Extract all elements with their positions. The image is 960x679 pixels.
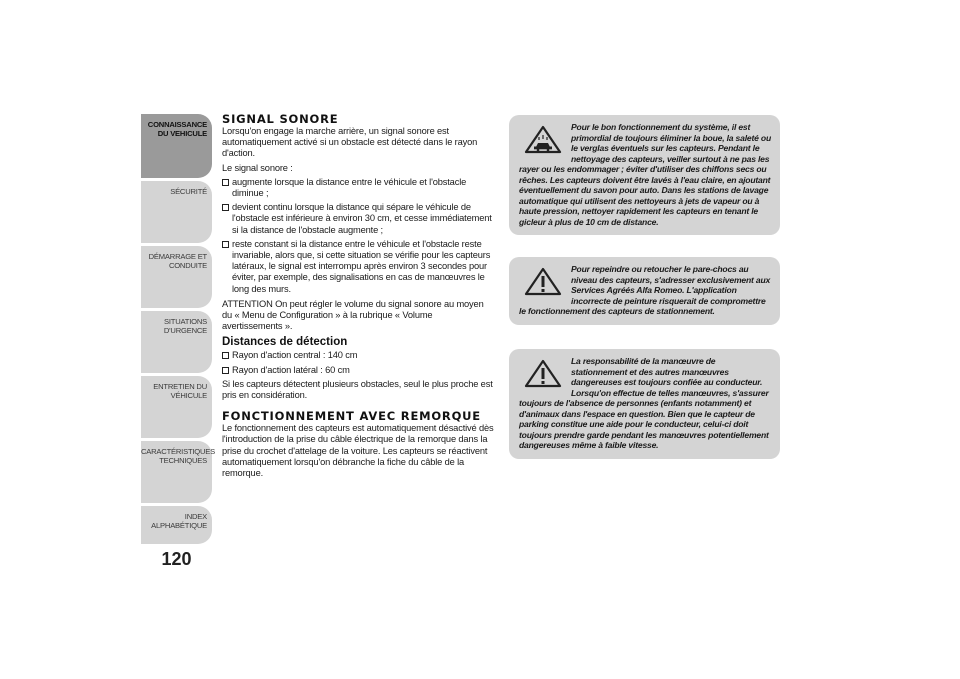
section-title-remorque: FONCTIONNEMENT AVEC REMORQUE (222, 409, 481, 424)
subsection-title-distances: Distances de détection (222, 336, 348, 349)
list-item (222, 239, 494, 295)
tab-securite[interactable]: SÉCURITÉ (141, 181, 212, 243)
attention-note: ATTENTION On peut régler le volume du signal sonore au moyen du « Menu de Configuration » à la rubrique « Volume avertissements ». (222, 298, 484, 332)
checkbox-bullet-icon (222, 179, 229, 186)
list-item-text: Rayon d'action latéral : 60 cm (232, 364, 350, 375)
list-item-text: Rayon d'action central : 140 cm (232, 350, 358, 361)
warning-triangle-icon (523, 358, 563, 388)
list-item-text: reste constant si la distance entre le véhicule et l'obstacle reste invariable, alors que, si cette situation se vérifie pour les capteurs latéraux, le signal est interrompu après environ 3 secondes pour éviter, par exemple, des signalisations en cas de manœuvres le long des murs. (232, 238, 491, 294)
list-item (222, 350, 494, 361)
trailer-text: Le fonctionnement des capteurs est automatiquement désactivé dès l'introduction de la prise du câble électrique de la remorque dans la prise du crochet d'attelage de la voiture. Les capteurs se réactivent automatiquement lorsqu'on débranche la fiche du câble de la remorque. (222, 423, 494, 479)
page-number: 120 (161, 549, 192, 569)
tab-caracteristiques-techniques[interactable]: CARACTÉRISTIQUES TECHNIQUES (141, 441, 212, 503)
warning-box-paint (509, 257, 780, 325)
checkbox-bullet-icon (222, 352, 229, 359)
tab-index-alphabetique[interactable]: INDEX ALPHABÉTIQUE (141, 506, 212, 544)
warning-text: Pour le bon fonctionnement du système, il est primordial de toujours éliminer la boue, la saleté ou le verglas éventuels sur les capteurs. Pendant le nettoyage des capteurs, veiller surtout à ne pas les rayer ou les endommager ; éviter d'utiliser des chiffons secs ou rêches. Les capteurs doivent être lavés à l'eau claire, en ajoutant éventuellement du savon pour auto. Dans les stations de lavage automatique qui utilisent des nettoyeurs à jets de vapeur ou à haute pression, nettoyer rapidement les capteurs en tenant le gicleur à plus de 10 cm de distance. (519, 122, 771, 227)
warning-box-cleaning (509, 115, 780, 235)
tab-entretien-du-vehicule[interactable]: ENTRETIEN DU VÉHICULE (141, 376, 212, 438)
warning-box-responsibility (509, 349, 780, 459)
checkbox-bullet-icon (222, 241, 229, 248)
warning-text: Pour repeindre ou retoucher le pare-chocs au niveau des capteurs, s'adresser exclusivement aux Services Agréés Alfa Romeo. L'application incorrecte de peinture risquerait de compromettre le fonctionnement des capteurs de stationnement. (519, 264, 771, 316)
main-content (222, 112, 494, 482)
list-item (222, 177, 494, 199)
warning-triangle-icon (523, 266, 563, 296)
tab-situations-d-urgence[interactable]: SITUATIONS D'URGENCE (141, 311, 212, 373)
signal-label-text: Le signal sonore : (222, 162, 293, 173)
warning-text: La responsabilité de la manœuvre de stationnement et des autres manœuvres dangereuses est toujours confiée au conducteur. Lorsqu'on effectue de telles manœuvres, s'assurer toujours de l'absence de personnes (enfants notamment) et d'animaux dans l'espace en question. Bien que le capteur de parking constitue une aide pour le conducteur, celui-ci doit toujours prendre garde pendant les manœuvres potentiellement dangereuses même à faible vitesse. (519, 356, 769, 450)
signal-intro-text: Lorsqu'on engage la marche arrière, un signal sonore est automatiquement activé si un obstacle est détecté dans le rayon d'action. (222, 126, 478, 159)
checkbox-bullet-icon (222, 204, 229, 211)
list-item (222, 202, 494, 236)
section-title-signal-sonore: SIGNAL SONORE (222, 112, 339, 126)
tab-connaissance-du-vehicule[interactable]: CONNAISSANCE DU VEHICULE (141, 114, 212, 178)
checkbox-bullet-icon (222, 367, 229, 374)
list-item (222, 365, 494, 376)
car-wash-icon (523, 124, 563, 154)
distances-note: Si les capteurs détectent plusieurs obstacles, seul le plus proche est pris en considération. (222, 378, 493, 401)
list-item-text: augmente lorsque la distance entre le véhicule et l'obstacle diminue ; (232, 176, 467, 199)
tab-demarrage-et-conduite[interactable]: DÉMARRAGE ET CONDUITE (141, 246, 212, 308)
list-item-text: devient continu lorsque la distance qui sépare le véhicule de l'obstacle est inférieure à environ 30 cm, et cesse immédiatement si la distance de l'obstacle augmente ; (232, 202, 492, 235)
